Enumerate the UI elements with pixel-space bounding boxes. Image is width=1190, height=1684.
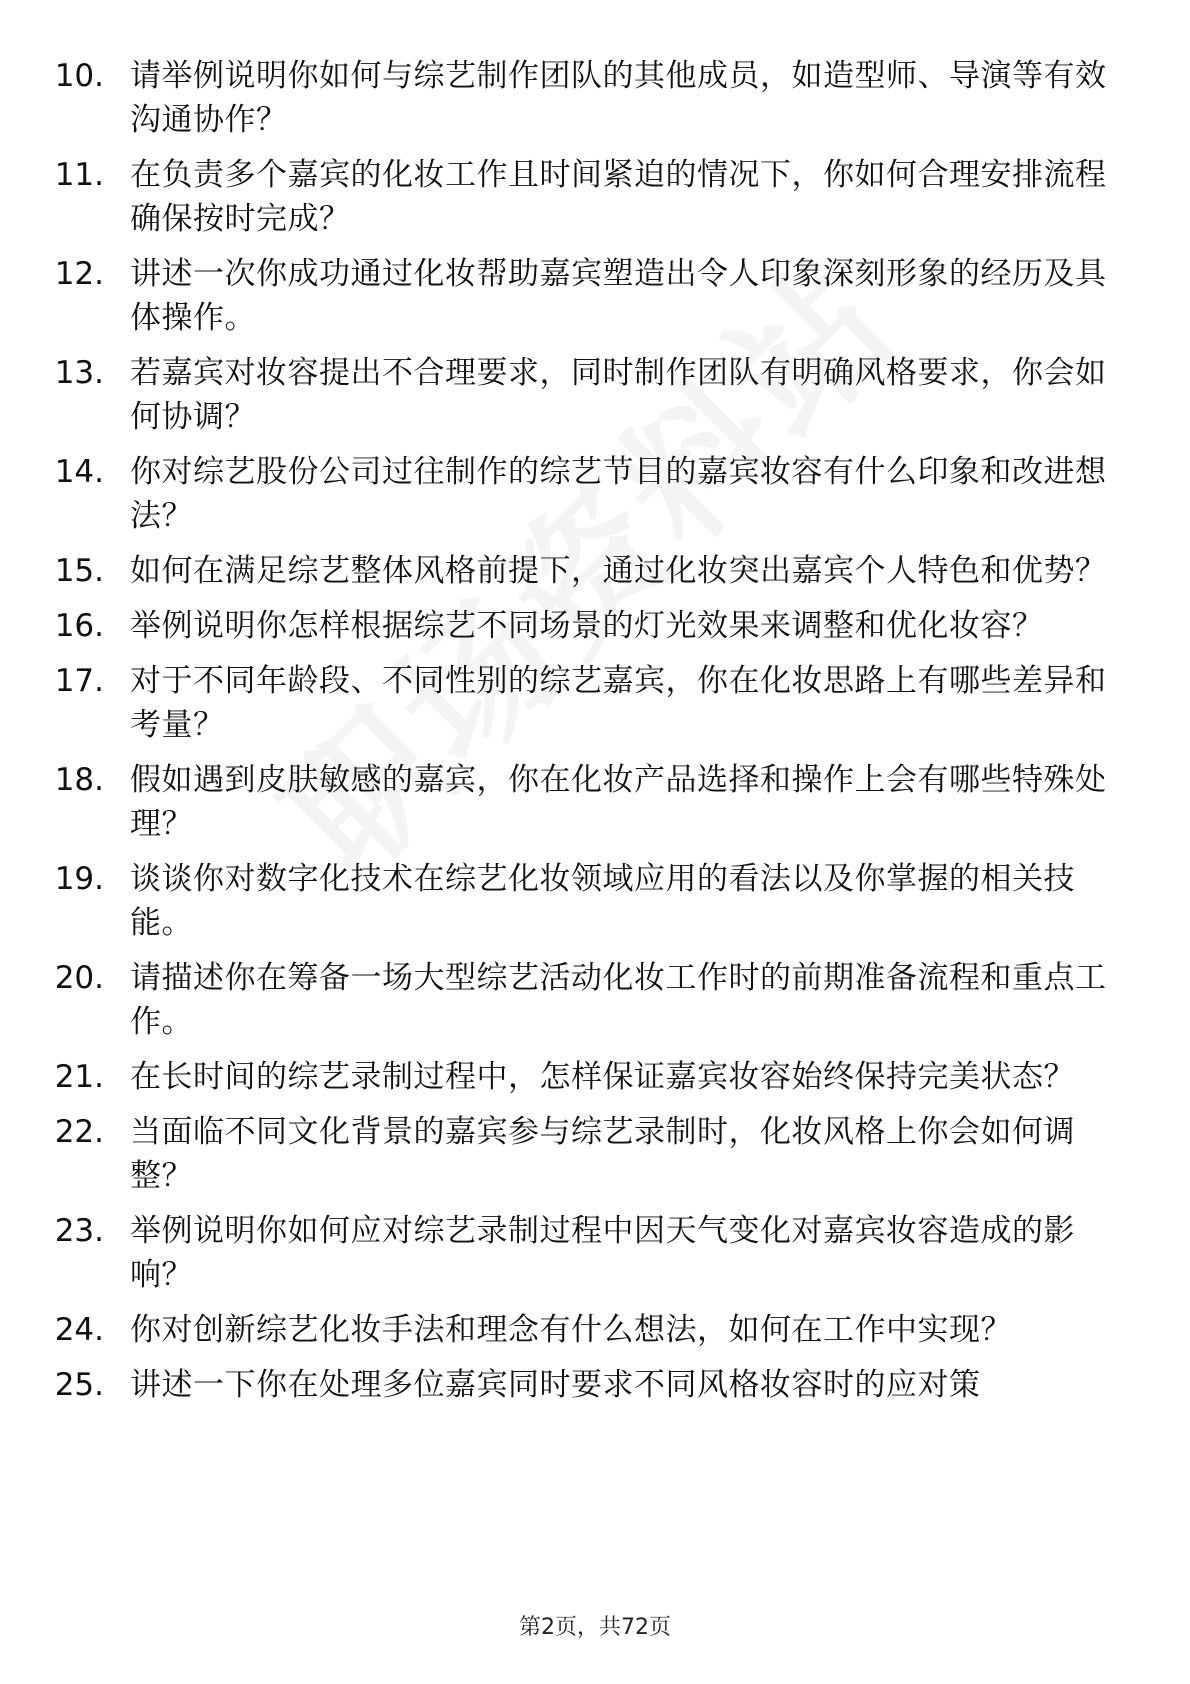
question-text: 如何在满足综艺整体风格前提下，通过化妆突出嘉宾个人特色和优势？ xyxy=(130,553,1107,589)
question-number: 16. xyxy=(54,608,104,644)
question-item xyxy=(0,758,1190,846)
question-item xyxy=(0,1055,1190,1099)
question-text: 在负责多个嘉宾的化妆工作且时间紧迫的情况下，你如何合理安排流程确保按时完成？ xyxy=(130,157,1107,237)
question-number: 10. xyxy=(54,58,104,94)
question-text: 你对创新综艺化妆手法和理念有什么想法，如何在工作中实现？ xyxy=(130,1312,1012,1348)
question-item xyxy=(0,659,1190,747)
question-text: 请举例说明你如何与综艺制作团队的其他成员，如造型师、导演等有效沟通协作？ xyxy=(130,58,1107,138)
question-text: 请描述你在筹备一场大型综艺活动化妆工作时的前期准备流程和重点工作。 xyxy=(130,960,1107,1040)
question-item xyxy=(0,54,1190,142)
question-number: 15. xyxy=(54,553,104,589)
question-number: 17. xyxy=(54,663,104,699)
question-number: 12. xyxy=(54,256,104,292)
question-item xyxy=(0,549,1190,593)
question-text: 在长时间的综艺录制过程中，怎样保证嘉宾妆容始终保持完美状态？ xyxy=(130,1059,1075,1095)
question-item xyxy=(0,956,1190,1044)
question-text: 谈谈你对数字化技术在综艺化妆领域应用的看法以及你掌握的相关技能。 xyxy=(130,861,1075,941)
question-item xyxy=(0,1209,1190,1297)
question-number: 13. xyxy=(54,355,104,391)
question-number: 14. xyxy=(54,454,104,490)
question-item xyxy=(0,153,1190,241)
page-footer: 第2页，共72页 xyxy=(519,1615,671,1640)
question-item xyxy=(0,1110,1190,1198)
question-item xyxy=(0,857,1190,945)
question-text: 举例说明你怎样根据综艺不同场景的灯光效果来调整和优化妆容？ xyxy=(130,608,1044,644)
question-item xyxy=(0,604,1190,648)
question-text: 当面临不同文化背景的嘉宾参与综艺录制时，化妆风格上你会如何调整？ xyxy=(130,1114,1075,1194)
question-number: 22. xyxy=(54,1114,104,1150)
question-item xyxy=(0,450,1190,538)
question-number: 25. xyxy=(54,1367,104,1403)
question-item xyxy=(0,351,1190,439)
question-number: 21. xyxy=(54,1059,104,1095)
question-text: 讲述一下你在处理多位嘉宾同时要求不同风格妆容时的应对策 xyxy=(130,1367,981,1403)
question-number: 24. xyxy=(54,1312,104,1348)
question-list xyxy=(0,54,1190,1418)
question-item xyxy=(0,252,1190,340)
question-number: 20. xyxy=(54,960,104,996)
question-text: 对于不同年龄段、不同性别的综艺嘉宾，你在化妆思路上有哪些差异和考量？ xyxy=(130,663,1107,743)
question-number: 11. xyxy=(54,157,104,193)
question-text: 假如遇到皮肤敏感的嘉宾，你在化妆产品选择和操作上会有哪些特殊处理？ xyxy=(130,762,1107,842)
question-item xyxy=(0,1308,1190,1352)
question-text: 若嘉宾对妆容提出不合理要求，同时制作团队有明确风格要求，你会如何协调？ xyxy=(130,355,1107,435)
question-item xyxy=(0,1363,1190,1407)
question-text: 讲述一次你成功通过化妆帮助嘉宾塑造出令人印象深刻形象的经历及具体操作。 xyxy=(130,256,1107,336)
question-number: 18. xyxy=(54,762,104,798)
question-text: 举例说明你如何应对综艺录制过程中因天气变化对嘉宾妆容造成的影响？ xyxy=(130,1213,1075,1293)
question-number: 23. xyxy=(54,1213,104,1249)
question-text: 你对综艺股份公司过往制作的综艺节目的嘉宾妆容有什么印象和改进想法？ xyxy=(130,454,1107,534)
question-number: 19. xyxy=(54,861,104,897)
